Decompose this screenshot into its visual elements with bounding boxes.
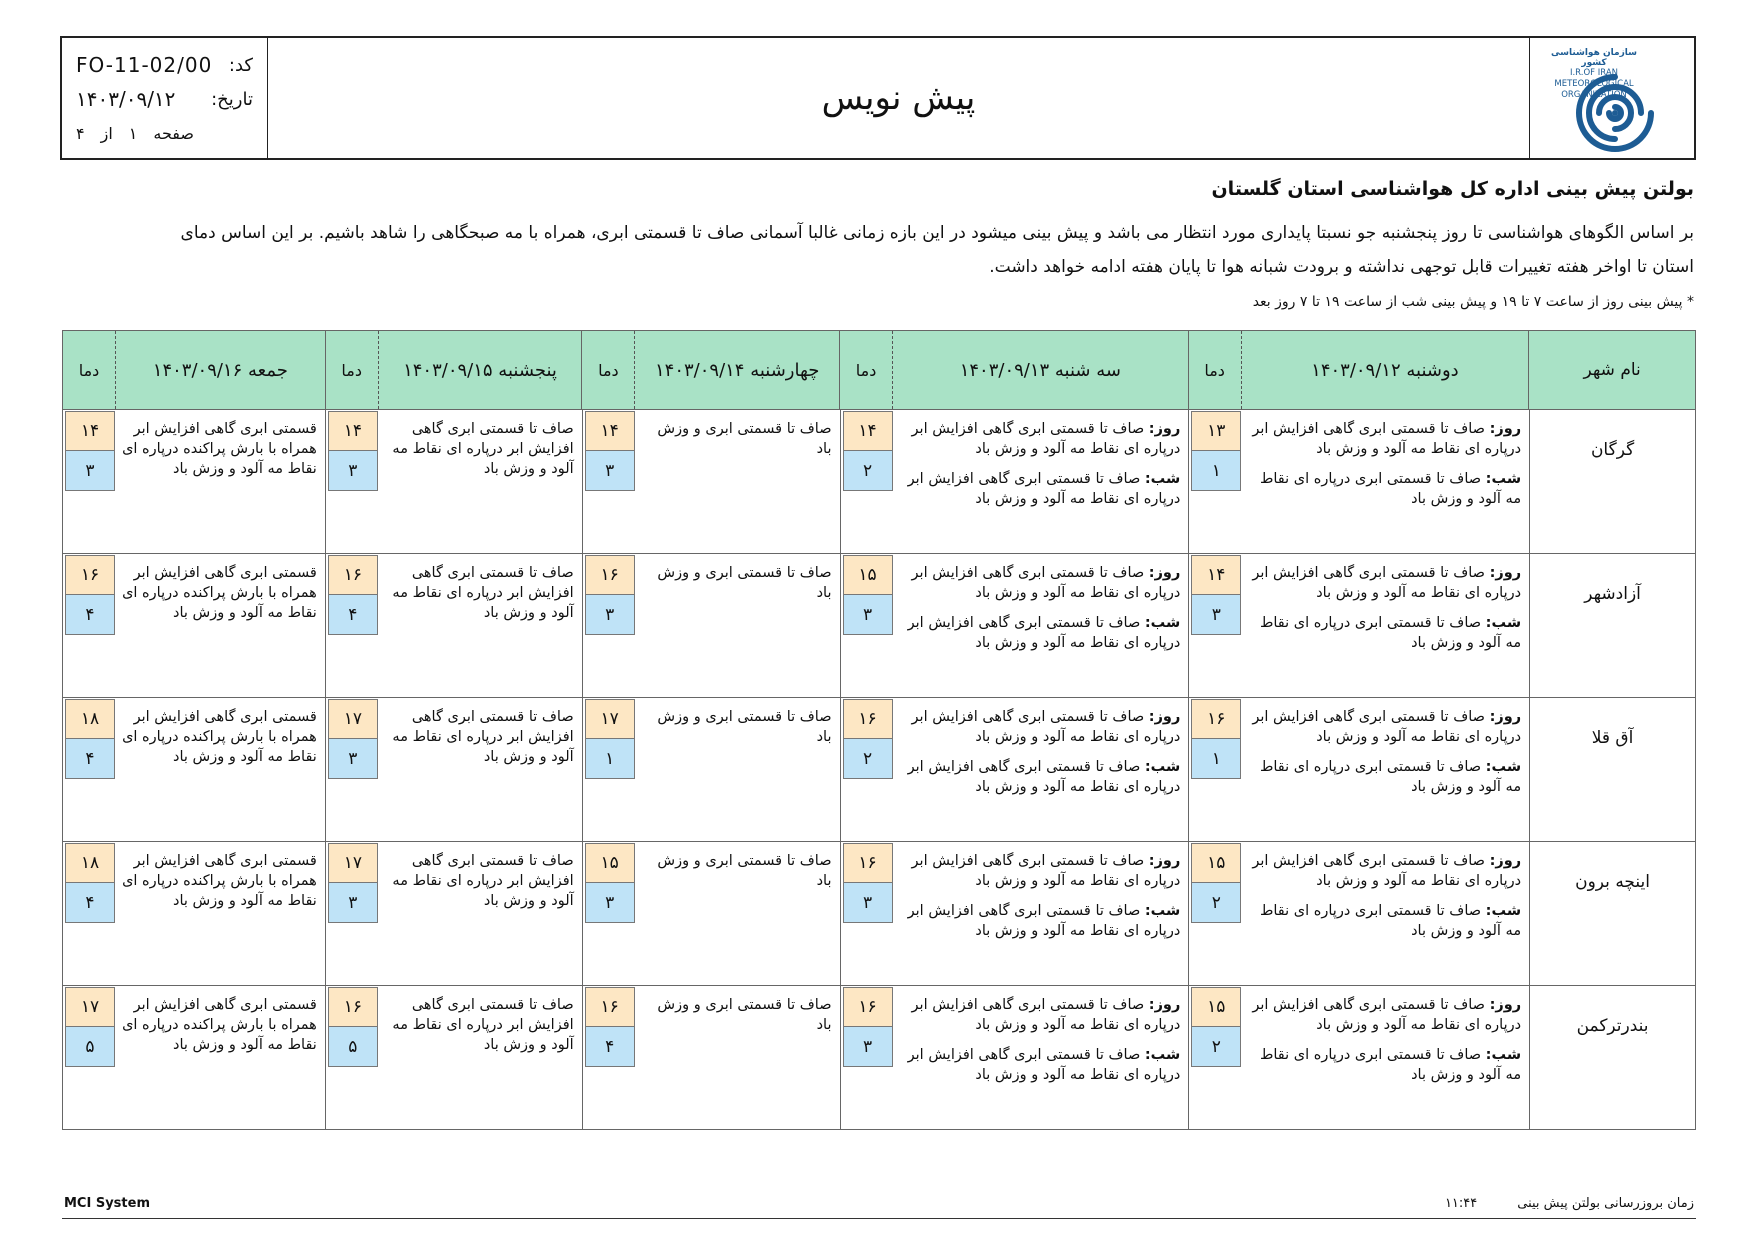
max-temperature: ۱۸ <box>65 843 115 883</box>
forecast-cell <box>840 698 1189 841</box>
temperature-box <box>326 842 378 985</box>
city-name: آزادشهر <box>1529 554 1695 697</box>
day-forecast <box>897 419 1181 459</box>
temperature-box <box>1189 410 1241 553</box>
forecast-description <box>378 842 582 985</box>
min-temperature: ۳ <box>843 595 893 635</box>
temperature-box <box>841 554 893 697</box>
night-forecast <box>897 757 1181 797</box>
bulletin-paragraph: بر اساس الگوهای هواشناسی تا روز پنجشنبه جو نسبتا پایداری مورد انتظار می باشد و پیش بینی میشود در این بازه زمانی غالبا آسمانی صاف تا قسمتی ابری، همراه با مه صبحگاهی را شاهد باشیم. بر این اساس دمای استان تا اواخر هفته تغییرات قابل توجهی نداشته و برودت شبانه هوا تا پایان هفته ادامه خواهد داشت. <box>180 223 1694 277</box>
logo-org-fa: سازمان هواشناسی کشور <box>1550 48 1637 68</box>
day-forecast-text: صاف تا قسمتی ابری گاهی افزایش ابر درپاره ای نقاط مه آلود و وزش باد <box>911 997 1181 1033</box>
night-label: شب: <box>1144 903 1181 919</box>
forecast-text: صاف تا قسمتی ابری گاهی افزایش ابر درپاره ای نقاط مه آلود و وزش باد <box>392 565 574 621</box>
forecast-text: قسمتی ابری گاهی افزایش ابر همراه با بارش پراکنده درپاره ای نقاط مه آلود و وزش باد <box>122 565 317 621</box>
forecast-description <box>115 986 325 1129</box>
forecast-description <box>1241 410 1529 553</box>
temperature-box <box>841 986 893 1129</box>
max-temperature: ۱۴ <box>585 411 635 451</box>
city-name: آق قلا <box>1529 698 1695 841</box>
max-temperature: ۱۵ <box>585 843 635 883</box>
min-temperature: ۴ <box>65 595 115 635</box>
logo-org-en-2: METEOROLOGICAL <box>1554 79 1634 89</box>
night-label: شب: <box>1485 615 1522 631</box>
forecast-cell <box>63 986 325 1129</box>
day-forecast <box>1245 563 1521 603</box>
bulletin-note: * پیش بینی روز از ساعت ۷ تا ۱۹ و پیش بینی شب از ساعت ۱۹ تا ۷ روز بعد <box>1252 294 1694 310</box>
table-header-row <box>62 330 1696 410</box>
forecast-text: قسمتی ابری گاهی افزایش ابر همراه با بارش پراکنده درپاره ای نقاط مه آلود و وزش باد <box>122 709 317 765</box>
forecast-description <box>115 554 325 697</box>
min-temperature: ۳ <box>585 451 635 491</box>
day-forecast-text: صاف تا قسمتی ابری گاهی افزایش ابر درپاره ای نقاط مه آلود و وزش باد <box>911 709 1181 745</box>
page-indicator <box>76 116 253 150</box>
day-header-3: چهارشنبه ۱۴۰۳/۰۹/۱۴ <box>634 331 839 409</box>
date-value: ۱۴۰۳/۰۹/۱۲ <box>76 87 176 111</box>
forecast-description <box>115 698 325 841</box>
forecast-text: صاف تا قسمتی ابری و وزش باد <box>657 997 832 1033</box>
temp-header: دما <box>855 360 877 380</box>
forecast-cell <box>840 554 1189 697</box>
bulletin-title: بولتن پیش بینی اداره کل هواشناسی استان گلستان <box>1211 178 1694 200</box>
min-temperature: ۴ <box>65 883 115 923</box>
temp-header: دما <box>78 360 100 380</box>
temperature-box <box>63 842 115 985</box>
forecast-cell <box>1188 554 1529 697</box>
night-forecast-text: صاف تا قسمتی ابری درپاره ای نقاط مه آلود و وزش باد <box>1259 471 1522 507</box>
temperature-box <box>326 410 378 553</box>
forecast-cell <box>325 986 582 1129</box>
max-temperature: ۱۸ <box>65 699 115 739</box>
forecast-text: صاف تا قسمتی ابری و وزش باد <box>657 565 832 601</box>
min-temperature: ۳ <box>585 595 635 635</box>
min-temperature: ۲ <box>1191 1027 1241 1067</box>
night-forecast-text: صاف تا قسمتی ابری گاهی افزایش ابر درپاره ای نقاط مه آلود و وزش باد <box>907 903 1181 939</box>
day-label: روز: <box>1489 997 1522 1013</box>
max-temperature: ۱۶ <box>585 555 635 595</box>
max-temperature: ۱۷ <box>328 699 378 739</box>
temperature-box <box>326 986 378 1129</box>
max-temperature: ۱۷ <box>328 843 378 883</box>
temperature-box <box>583 410 635 553</box>
temperature-box <box>63 986 115 1129</box>
day-label: روز: <box>1489 421 1522 437</box>
temperature-box <box>1189 698 1241 841</box>
day-header-1: دوشنبه ۱۴۰۳/۰۹/۱۲ <box>1241 331 1529 409</box>
date-label: تاریخ: <box>211 88 253 110</box>
day-forecast-text: صاف تا قسمتی ابری گاهی افزایش ابر درپاره ای نقاط مه آلود و وزش باد <box>1252 709 1522 745</box>
forecast-cell <box>63 698 325 841</box>
day-label: روز: <box>1489 709 1522 725</box>
forecast-cell <box>325 842 582 985</box>
system-name: MCI System <box>64 1196 150 1211</box>
min-temperature: ۳ <box>65 451 115 491</box>
min-temperature: ۳ <box>585 883 635 923</box>
max-temperature: ۱۶ <box>843 987 893 1027</box>
min-temperature: ۳ <box>843 1027 893 1067</box>
page-of: از <box>100 123 113 143</box>
night-forecast-text: صاف تا قسمتی ابری درپاره ای نقاط مه آلود و وزش باد <box>1259 615 1522 651</box>
day-label: روز: <box>1489 853 1522 869</box>
max-temperature: ۱۵ <box>1191 843 1241 883</box>
forecast-description <box>635 986 840 1129</box>
forecast-description <box>635 698 840 841</box>
night-label: شب: <box>1144 1047 1181 1063</box>
night-forecast-text: صاف تا قسمتی ابری گاهی افزایش ابر درپاره ای نقاط مه آلود و وزش باد <box>907 1047 1181 1083</box>
min-temperature: ۱ <box>1191 451 1241 491</box>
forecast-text: قسمتی ابری گاهی افزایش ابر همراه با بارش پراکنده درپاره ای نقاط مه آلود و وزش باد <box>122 997 317 1053</box>
min-temperature: ۴ <box>65 739 115 779</box>
page-title: پیش نویس <box>821 78 976 118</box>
forecast-text: صاف تا قسمتی ابری و وزش باد <box>657 421 832 457</box>
forecast-cell <box>582 698 840 841</box>
day-forecast <box>897 563 1181 603</box>
forecast-text: صاف تا قسمتی ابری گاهی افزایش ابر درپاره ای نقاط مه آلود و وزش باد <box>392 709 574 765</box>
forecast-text: قسمتی ابری گاهی افزایش ابر همراه با بارش پراکنده درپاره ای نقاط مه آلود و وزش باد <box>122 421 317 477</box>
night-label: شب: <box>1144 471 1181 487</box>
max-temperature: ۱۴ <box>843 411 893 451</box>
forecast-cell <box>325 410 582 553</box>
forecast-text: قسمتی ابری گاهی افزایش ابر همراه با بارش پراکنده درپاره ای نقاط مه آلود و وزش باد <box>122 853 317 909</box>
forecast-description <box>378 698 582 841</box>
page-total: ۴ <box>76 123 85 143</box>
temperature-box <box>326 698 378 841</box>
forecast-text: صاف تا قسمتی ابری گاهی افزایش ابر درپاره ای نقاط مه آلود و وزش باد <box>392 997 574 1053</box>
code-value: FO-11-02/00 <box>76 53 213 77</box>
temperature-box <box>63 698 115 841</box>
city-name: بندرترکمن <box>1529 986 1695 1129</box>
max-temperature: ۱۶ <box>328 555 378 595</box>
forecast-cell <box>325 698 582 841</box>
code-label: کد: <box>228 54 253 76</box>
forecast-description <box>1241 842 1529 985</box>
min-temperature: ۲ <box>843 451 893 491</box>
day-forecast-text: صاف تا قسمتی ابری گاهی افزایش ابر درپاره ای نقاط مه آلود و وزش باد <box>911 565 1181 601</box>
night-forecast <box>897 469 1181 509</box>
forecast-cell <box>1188 698 1529 841</box>
day-forecast-text: صاف تا قسمتی ابری گاهی افزایش ابر درپاره ای نقاط مه آلود و وزش باد <box>1252 565 1522 601</box>
day-header-2: سه شنبه ۱۴۰۳/۰۹/۱۳ <box>892 331 1188 409</box>
temperature-box <box>63 554 115 697</box>
max-temperature: ۱۳ <box>1191 411 1241 451</box>
day-forecast <box>1245 851 1521 891</box>
temperature-box <box>1189 554 1241 697</box>
day-forecast-text: صاف تا قسمتی ابری گاهی افزایش ابر درپاره ای نقاط مه آلود و وزش باد <box>911 853 1181 889</box>
temperature-box <box>841 842 893 985</box>
night-forecast <box>897 613 1181 653</box>
forecast-table <box>62 330 1696 1130</box>
min-temperature: ۴ <box>585 1027 635 1067</box>
spiral-logo-icon <box>1570 68 1660 158</box>
temp-header: دما <box>1204 360 1225 380</box>
forecast-text: صاف تا قسمتی ابری و وزش باد <box>657 709 832 745</box>
forecast-cell <box>63 410 325 553</box>
city-name: اینچه برون <box>1529 842 1695 985</box>
table-row <box>62 986 1696 1130</box>
forecast-text: صاف تا قسمتی ابری و وزش باد <box>657 853 832 889</box>
day-label: روز: <box>1148 853 1181 869</box>
update-time: ۱۱:۴۴ <box>1444 1196 1478 1211</box>
max-temperature: ۱۶ <box>328 987 378 1027</box>
day-forecast <box>1245 707 1521 747</box>
night-forecast <box>1245 901 1521 941</box>
forecast-text: صاف تا قسمتی ابری گاهی افزایش ابر درپاره ای نقاط مه آلود و وزش باد <box>392 421 574 477</box>
temperature-box <box>1189 986 1241 1129</box>
day-forecast-text: صاف تا قسمتی ابری گاهی افزایش ابر درپاره ای نقاط مه آلود و وزش باد <box>1252 997 1522 1033</box>
day-header-4: پنجشنبه ۱۴۰۳/۰۹/۱۵ <box>378 331 582 409</box>
forecast-description <box>1241 698 1529 841</box>
forecast-description <box>115 842 325 985</box>
max-temperature: ۱۴ <box>328 411 378 451</box>
day-label: روز: <box>1148 997 1181 1013</box>
forecast-description <box>378 986 582 1129</box>
day-forecast-text: صاف تا قسمتی ابری گاهی افزایش ابر درپاره ای نقاط مه آلود و وزش باد <box>911 421 1181 457</box>
document-header <box>60 36 1696 160</box>
day-label: روز: <box>1148 709 1181 725</box>
night-label: شب: <box>1485 471 1522 487</box>
temp-header: دما <box>598 360 619 380</box>
page-label: صفحه <box>153 123 194 143</box>
forecast-description <box>635 410 840 553</box>
organization-logo <box>1529 38 1694 158</box>
forecast-cell <box>63 842 325 985</box>
temperature-box <box>63 410 115 553</box>
forecast-description <box>893 986 1189 1129</box>
max-temperature: ۱۶ <box>65 555 115 595</box>
day-forecast <box>1245 995 1521 1035</box>
day-forecast-text: صاف تا قسمتی ابری گاهی افزایش ابر درپاره ای نقاط مه آلود و وزش باد <box>1252 853 1522 889</box>
forecast-description <box>1241 986 1529 1129</box>
forecast-description <box>893 698 1189 841</box>
night-forecast-text: صاف تا قسمتی ابری گاهی افزایش ابر درپاره ای نقاط مه آلود و وزش باد <box>907 615 1181 651</box>
min-temperature: ۳ <box>843 883 893 923</box>
max-temperature: ۱۵ <box>843 555 893 595</box>
night-label: شب: <box>1144 615 1181 631</box>
night-forecast-text: صاف تا قسمتی ابری درپاره ای نقاط مه آلود و وزش باد <box>1259 759 1522 795</box>
day-forecast <box>897 707 1181 747</box>
min-temperature: ۳ <box>328 883 378 923</box>
min-temperature: ۱ <box>585 739 635 779</box>
min-temperature: ۵ <box>328 1027 378 1067</box>
max-temperature: ۱۶ <box>1191 699 1241 739</box>
forecast-description <box>893 842 1189 985</box>
max-temperature: ۱۶ <box>585 987 635 1027</box>
night-forecast <box>1245 757 1521 797</box>
min-temperature: ۲ <box>843 739 893 779</box>
forecast-cell <box>840 842 1189 985</box>
temperature-box <box>1189 842 1241 985</box>
forecast-cell <box>1188 986 1529 1129</box>
logo-org-en-1: I.R.OF IRAN <box>1569 68 1619 78</box>
logo-org-en-3: ORGANIZATION <box>1561 90 1627 100</box>
temperature-box <box>583 554 635 697</box>
temperature-box <box>583 698 635 841</box>
night-forecast-text: صاف تا قسمتی ابری درپاره ای نقاط مه آلود و وزش باد <box>1259 1047 1522 1083</box>
min-temperature: ۳ <box>1191 595 1241 635</box>
document-meta <box>62 38 268 158</box>
day-forecast <box>897 851 1181 891</box>
update-label: زمان بروزرسانی بولتن پیش بینی <box>1517 1196 1694 1211</box>
forecast-cell <box>1188 410 1529 553</box>
table-row <box>62 410 1696 554</box>
forecast-cell <box>1188 842 1529 985</box>
forecast-description <box>635 842 840 985</box>
max-temperature: ۱۷ <box>585 699 635 739</box>
night-forecast <box>1245 613 1521 653</box>
forecast-cell <box>582 410 840 553</box>
temperature-box <box>583 986 635 1129</box>
temperature-box <box>841 698 893 841</box>
min-temperature: ۳ <box>328 451 378 491</box>
night-forecast <box>1245 1045 1521 1085</box>
forecast-cell <box>63 554 325 697</box>
temperature-box <box>583 842 635 985</box>
night-label: شب: <box>1485 759 1522 775</box>
max-temperature: ۱۴ <box>65 411 115 451</box>
day-label: روز: <box>1148 421 1181 437</box>
max-temperature: ۱۵ <box>1191 987 1241 1027</box>
forecast-description <box>115 410 325 553</box>
forecast-description <box>893 554 1189 697</box>
night-forecast-text: صاف تا قسمتی ابری گاهی افزایش ابر درپاره ای نقاط مه آلود و وزش باد <box>907 471 1181 507</box>
forecast-cell <box>582 842 840 985</box>
forecast-description <box>1241 554 1529 697</box>
forecast-description <box>635 554 840 697</box>
table-row <box>62 698 1696 842</box>
forecast-cell <box>582 554 840 697</box>
night-forecast <box>1245 469 1521 509</box>
day-forecast <box>897 995 1181 1035</box>
night-label: شب: <box>1144 759 1181 775</box>
night-label: شب: <box>1485 1047 1522 1063</box>
night-forecast-text: صاف تا قسمتی ابری درپاره ای نقاط مه آلود و وزش باد <box>1259 903 1522 939</box>
table-row <box>62 554 1696 698</box>
table-row <box>62 842 1696 986</box>
night-forecast <box>897 901 1181 941</box>
min-temperature: ۳ <box>328 739 378 779</box>
day-forecast-text: صاف تا قسمتی ابری گاهی افزایش ابر درپاره ای نقاط مه آلود و وزش باد <box>1252 421 1522 457</box>
forecast-text: صاف تا قسمتی ابری گاهی افزایش ابر درپاره ای نقاط مه آلود و وزش باد <box>392 853 574 909</box>
forecast-cell <box>582 986 840 1129</box>
city-name: گرگان <box>1529 410 1695 553</box>
temp-header: دما <box>341 360 362 380</box>
page-current: ۱ <box>128 123 138 143</box>
temperature-box <box>841 410 893 553</box>
day-forecast <box>1245 419 1521 459</box>
day-header-5: جمعه ۱۴۰۳/۰۹/۱۶ <box>115 331 325 409</box>
day-label: روز: <box>1148 565 1181 581</box>
max-temperature: ۱۷ <box>65 987 115 1027</box>
min-temperature: ۱ <box>1191 739 1241 779</box>
night-forecast <box>897 1045 1181 1085</box>
forecast-description <box>893 410 1189 553</box>
min-temperature: ۲ <box>1191 883 1241 923</box>
night-label: شب: <box>1485 903 1522 919</box>
city-column-header: نام شهر <box>1528 331 1695 409</box>
forecast-cell <box>325 554 582 697</box>
max-temperature: ۱۴ <box>1191 555 1241 595</box>
forecast-cell <box>840 986 1189 1129</box>
forecast-description <box>378 554 582 697</box>
min-temperature: ۴ <box>328 595 378 635</box>
forecast-cell <box>840 410 1189 553</box>
max-temperature: ۱۶ <box>843 843 893 883</box>
page-footer <box>62 1196 1696 1219</box>
day-label: روز: <box>1489 565 1522 581</box>
min-temperature: ۵ <box>65 1027 115 1067</box>
temperature-box <box>326 554 378 697</box>
max-temperature: ۱۶ <box>843 699 893 739</box>
night-forecast-text: صاف تا قسمتی ابری گاهی افزایش ابر درپاره ای نقاط مه آلود و وزش باد <box>907 759 1181 795</box>
forecast-description <box>378 410 582 553</box>
